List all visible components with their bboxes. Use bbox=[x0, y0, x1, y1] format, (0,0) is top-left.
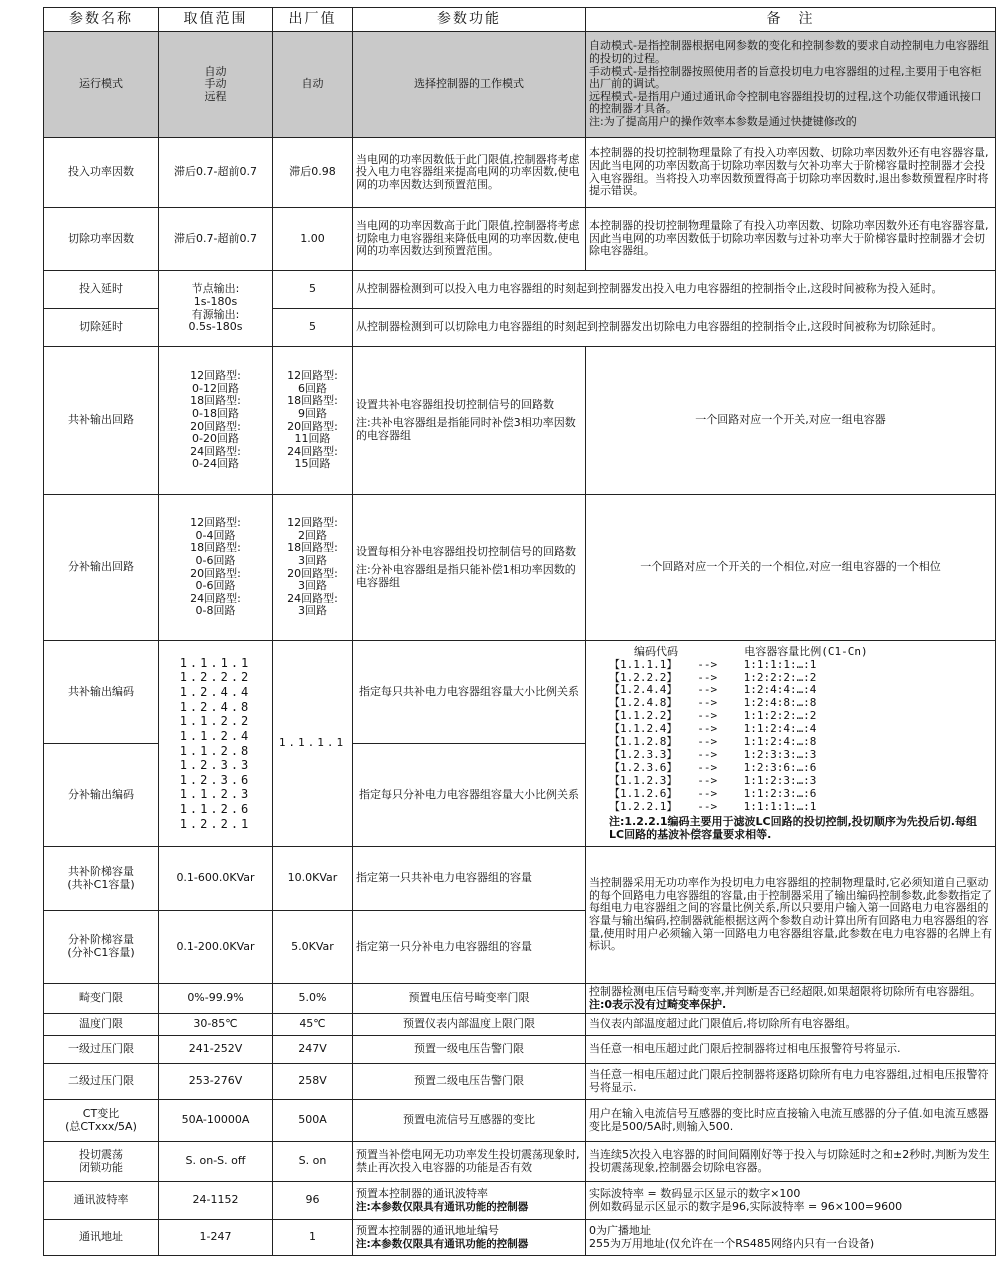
thd-function: 预置电压信号畸变率门限 bbox=[353, 984, 586, 1014]
delay-in-name: 投入延时 bbox=[44, 271, 159, 309]
temp-range: 30-85℃ bbox=[159, 1014, 273, 1036]
split-step-default: 5.0KVar bbox=[273, 911, 353, 984]
temp-default: 45℃ bbox=[273, 1014, 353, 1036]
split-coding-name: 分补输出编码 bbox=[44, 744, 159, 847]
pf-in-function: 当电网的功率因数低于此门限值,控制器将考虑投入电力电容器组来提高电网的功率因数,使电网的功率因数达到预置范围。 bbox=[353, 138, 586, 208]
ct-name: CT变比 (总CTxxx/5A) bbox=[44, 1100, 159, 1142]
osc-default: S. on bbox=[273, 1142, 353, 1182]
ct-function: 预置电流信号互感器的变比 bbox=[353, 1100, 586, 1142]
common-step-range: 0.1-600.0KVar bbox=[159, 847, 273, 911]
split-loops-function-note: 注:分补电容器组是指只能补偿1相功率因数的电容器组 bbox=[356, 563, 576, 589]
thd-default: 5.0% bbox=[273, 984, 353, 1014]
pf-out-name: 切除功率因数 bbox=[44, 208, 159, 271]
ov2-name: 二级过压门限 bbox=[44, 1064, 159, 1100]
ov2-function: 预置二级电压告警门限 bbox=[353, 1064, 586, 1100]
osc-function: 预置当补偿电网无功功率发生投切震荡现象时,禁止再次投入电容器的功能是否有效 bbox=[353, 1142, 586, 1182]
split-loops-name: 分补输出回路 bbox=[44, 495, 159, 641]
coding-range: 1.1.1.1 1.2.2.2 1.2.4.4 1.2.4.8 1.1.2.2 1.1.2.4 1.1.2.8 1.2.3.3 1.2.3.6 1.1.2.3 1.1.2.6 1.2.2.1 bbox=[159, 641, 273, 847]
coding-default: 1.1.1.1 bbox=[273, 641, 353, 847]
common-loops-range: 12回路型: 0-12回路 18回路型: 0-18回路 20回路型: 0-20回路 24回路型: 0-24回路 bbox=[159, 347, 273, 495]
coding-note-footer: 注:1.2.2.1编码主要用于滤波LC回路的投切控制,投切顺序为先投后切.每组LC回路的基波补偿容量要求相等. bbox=[609, 815, 977, 841]
step-cap-note: 当控制器采用无功功率作为投切电力电容器组的控制物理量时,它必须知道自己驱动的每个回路电力电容器组的容量,由于控制器采用了输出编码控制参数,此参数指定了每组电力电容器组之间的容量比例关系,所以只要用户输入第一回路电力电容器组的容量与输出编码,控制器就能根据这两个参数自动计算出所有回路电力电容器组的容量,使用时用户必须输入第一回路电力电容器组容量,此参数在电力电容器的名牌上有标识。 bbox=[586, 847, 996, 984]
header-range: 取值范围 bbox=[159, 8, 273, 32]
ov2-default: 258V bbox=[273, 1064, 353, 1100]
thd-range: 0%-99.9% bbox=[159, 984, 273, 1014]
thd-note: 控制器检测电压信号畸变率,并判断是否已经超限,如果超限将切除所有电容器组。 bbox=[589, 984, 981, 998]
header-function: 参数功能 bbox=[353, 8, 586, 32]
run-mode-function: 选择控制器的工作模式 bbox=[353, 32, 586, 138]
ct-default: 500A bbox=[273, 1100, 353, 1142]
addr-function-bold: 注:本参数仅限具有通讯功能的控制器 bbox=[356, 1237, 529, 1250]
header-default: 出厂值 bbox=[273, 8, 353, 32]
split-coding-function: 指定每只分补电力电容器组容量大小比例关系 bbox=[353, 744, 586, 847]
pf-in-default: 滞后0.98 bbox=[273, 138, 353, 208]
baud-note: 实际波特率 = 数码显示区显示的数字×100 例如数码显示区显示的数字是96,实际波特率 = 96×100=9600 bbox=[586, 1182, 996, 1220]
header-name: 参数名称 bbox=[44, 8, 159, 32]
split-loops-function-cell bbox=[353, 495, 586, 641]
pf-out-note: 本控制器的投切控制物理量除了有投入功率因数、切除功率因数外还有电容器容量,因此当电网的功率因数低于切除功率因数与过补功率大于阶梯容量时控制器才会切除电容器组。 bbox=[586, 208, 996, 271]
ct-note: 用户在输入电流信号互感器的变比时应直接输入电流互感器的分子值.如电流互感器变比是500/5A时,则输入500. bbox=[586, 1100, 996, 1142]
delay-in-function: 从控制器检测到可以投入电力电容器组的时刻起到控制器发出投入电力电容器组的控制指令止,这段时间被称为投入延时。 bbox=[353, 271, 996, 309]
coding-note-header: 编码代码 电容器容量比例(C1-Cn) bbox=[634, 644, 868, 658]
common-loops-default: 12回路型: 6回路 18回路型: 9回路 20回路型: 11回路 24回路型: 15回路 bbox=[273, 347, 353, 495]
pf-out-default: 1.00 bbox=[273, 208, 353, 271]
split-loops-default: 12回路型: 2回路 18回路型: 3回路 20回路型: 3回路 24回路型: 3回路 bbox=[273, 495, 353, 641]
osc-name: 投切震荡 闭锁功能 bbox=[44, 1142, 159, 1182]
split-loops-range: 12回路型: 0-4回路 18回路型: 0-6回路 20回路型: 0-6回路 24回路型: 0-8回路 bbox=[159, 495, 273, 641]
delay-out-default: 5 bbox=[273, 309, 353, 347]
common-step-default: 10.0KVar bbox=[273, 847, 353, 911]
osc-note: 当连续5次投入电容器的时间间隔刚好等于投入与切除延时之和±2秒时,判断为发生投切震荡现象,控制器会切除电容器。 bbox=[586, 1142, 996, 1182]
delay-out-function: 从控制器检测到可以切除电力电容器组的时刻起到控制器发出切除电力电容器组的控制指令止,这段时间被称为切除延时。 bbox=[353, 309, 996, 347]
addr-range: 1-247 bbox=[159, 1220, 273, 1256]
addr-default: 1 bbox=[273, 1220, 353, 1256]
split-step-function: 指定第一只分补电力电容器组的容量 bbox=[353, 911, 586, 984]
delay-out-name: 切除延时 bbox=[44, 309, 159, 347]
ov1-note: 当任意一相电压超过此门限后控制器将过相电压报警符号将显示. bbox=[586, 1036, 996, 1064]
run-mode-range: 自动 手动 远程 bbox=[159, 32, 273, 138]
coding-note-table: 【1.1.1.1】 --> 1:1:1:1:…:1 【1.2.2.2】 --> 1:2:2:2:…:2 【1.2.4.4】 --> 1:2:4:4:…:4 【1.2.4.8】 --> 1:2:4:8:…:8 【1.1.2.2】 --> 1:1:2:2:…:2 【1.1.2.4】 --> 1:1:2:4:…:4 【1.1.2.8】 --> 1:1:2:4:…:8 【1.2.3.3】 --> 1:2:3:3:…:3 【1.2.3.6】 --> 1:2:3:6:…:6 【1.1.2.3】 --> 1:1:2:3:…:3 【1.1.2.6】 --> 1:1:2:3:…:6 【1.2.2.1】 --> 1:1:1:1:…:1 bbox=[609, 657, 817, 814]
delay-in-default: 5 bbox=[273, 271, 353, 309]
baud-function: 预置本控制器的通讯波特率 bbox=[356, 1187, 488, 1201]
temp-name: 温度门限 bbox=[44, 1014, 159, 1036]
addr-function: 预置本控制器的通讯地址编号 bbox=[356, 1224, 499, 1238]
ct-range: 50A-10000A bbox=[159, 1100, 273, 1142]
temp-function: 预置仪表内部温度上限门限 bbox=[353, 1014, 586, 1036]
pf-in-range: 滞后0.7-超前0.7 bbox=[159, 138, 273, 208]
header-note: 备 注 bbox=[586, 8, 996, 32]
common-loops-name: 共补输出回路 bbox=[44, 347, 159, 495]
osc-range: S. on-S. off bbox=[159, 1142, 273, 1182]
pf-in-name: 投入功率因数 bbox=[44, 138, 159, 208]
thd-note-cell bbox=[586, 984, 996, 1014]
coding-note-cell bbox=[586, 641, 996, 847]
common-coding-function: 指定每只共补电力电容器组容量大小比例关系 bbox=[353, 641, 586, 744]
split-loops-note: 一个回路对应一个开关的一个相位,对应一组电容器的一个相位 bbox=[586, 495, 996, 641]
common-step-name: 共补阶梯容量 (共补C1容量) bbox=[44, 847, 159, 911]
baud-name: 通讯波特率 bbox=[44, 1182, 159, 1220]
pf-out-range: 滞后0.7-超前0.7 bbox=[159, 208, 273, 271]
addr-note: 0为广播地址 255为万用地址(仅允许在一个RS485网络内只有一台设备) bbox=[586, 1220, 996, 1256]
common-loops-function-note: 注:共补电容器组是指能同时补偿3相功率因数的电容器组 bbox=[356, 416, 576, 442]
split-step-name: 分补阶梯容量 (分补C1容量) bbox=[44, 911, 159, 984]
ov1-default: 247V bbox=[273, 1036, 353, 1064]
pf-out-function: 当电网的功率因数高于此门限值,控制器将考虑切除电力电容器组来降低电网的功率因数,使电网的功率因数达到预置范围。 bbox=[353, 208, 586, 271]
addr-function-cell bbox=[353, 1220, 586, 1256]
run-mode-default: 自动 bbox=[273, 32, 353, 138]
baud-range: 24-1152 bbox=[159, 1182, 273, 1220]
run-mode-name: 运行模式 bbox=[44, 32, 159, 138]
common-loops-function-cell bbox=[353, 347, 586, 495]
temp-note: 当仪表内部温度超过此门限值后,将切除所有电容器组。 bbox=[586, 1014, 996, 1036]
run-mode-note: 自动模式-是指控制器根据电网参数的变化和控制参数的要求自动控制电力电容器组的投切的过程。 手动模式-是指控制器按照使用者的旨意投切电力电容器组的过程,主要用于电容柜出厂前的调试。 远程模式-是指用户通过通讯命令控制电容器组投切的过程,这个功能仅带通讯接口的控制器才具备。 注:为了提高用户的操作效率本参数是通过快捷键修改的 bbox=[586, 32, 996, 138]
ov2-note: 当任意一相电压超过此门限后控制器将逐路切除所有电力电容器组,过相电压报警符号将显示. bbox=[586, 1064, 996, 1100]
thd-name: 畸变门限 bbox=[44, 984, 159, 1014]
parameter-table bbox=[43, 7, 996, 1256]
split-loops-function: 设置每相分补电容器组投切控制信号的回路数 bbox=[356, 544, 576, 558]
ov1-name: 一级过压门限 bbox=[44, 1036, 159, 1064]
baud-default: 96 bbox=[273, 1182, 353, 1220]
ov1-range: 241-252V bbox=[159, 1036, 273, 1064]
common-loops-note: 一个回路对应一个开关,对应一组电容器 bbox=[586, 347, 996, 495]
ov2-range: 253-276V bbox=[159, 1064, 273, 1100]
common-coding-name: 共补输出编码 bbox=[44, 641, 159, 744]
baud-function-bold: 注:本参数仅限具有通讯功能的控制器 bbox=[356, 1200, 529, 1213]
addr-name: 通讯地址 bbox=[44, 1220, 159, 1256]
delay-range: 节点输出: 1s-180s 有源输出: 0.5s-180s bbox=[159, 271, 273, 347]
common-step-function: 指定第一只共补电力电容器组的容量 bbox=[353, 847, 586, 911]
thd-note-bold: 注:0表示没有过畸变率保护. bbox=[589, 997, 727, 1011]
pf-in-note: 本控制器的投切控制物理量除了有投入功率因数、切除功率因数外还有电容器容量,因此当电网的功率因数高于切除功率因数与欠补功率大于阶梯容量时控制器才会投入电容器组。当将投入功率因数预置得高于切除功率因数时,退出参数预置程序时将提示错误。 bbox=[586, 138, 996, 208]
common-loops-function: 设置共补电容器组投切控制信号的回路数 bbox=[356, 397, 554, 411]
split-step-range: 0.1-200.0KVar bbox=[159, 911, 273, 984]
baud-function-cell bbox=[353, 1182, 586, 1220]
ov1-function: 预置一级电压告警门限 bbox=[353, 1036, 586, 1064]
